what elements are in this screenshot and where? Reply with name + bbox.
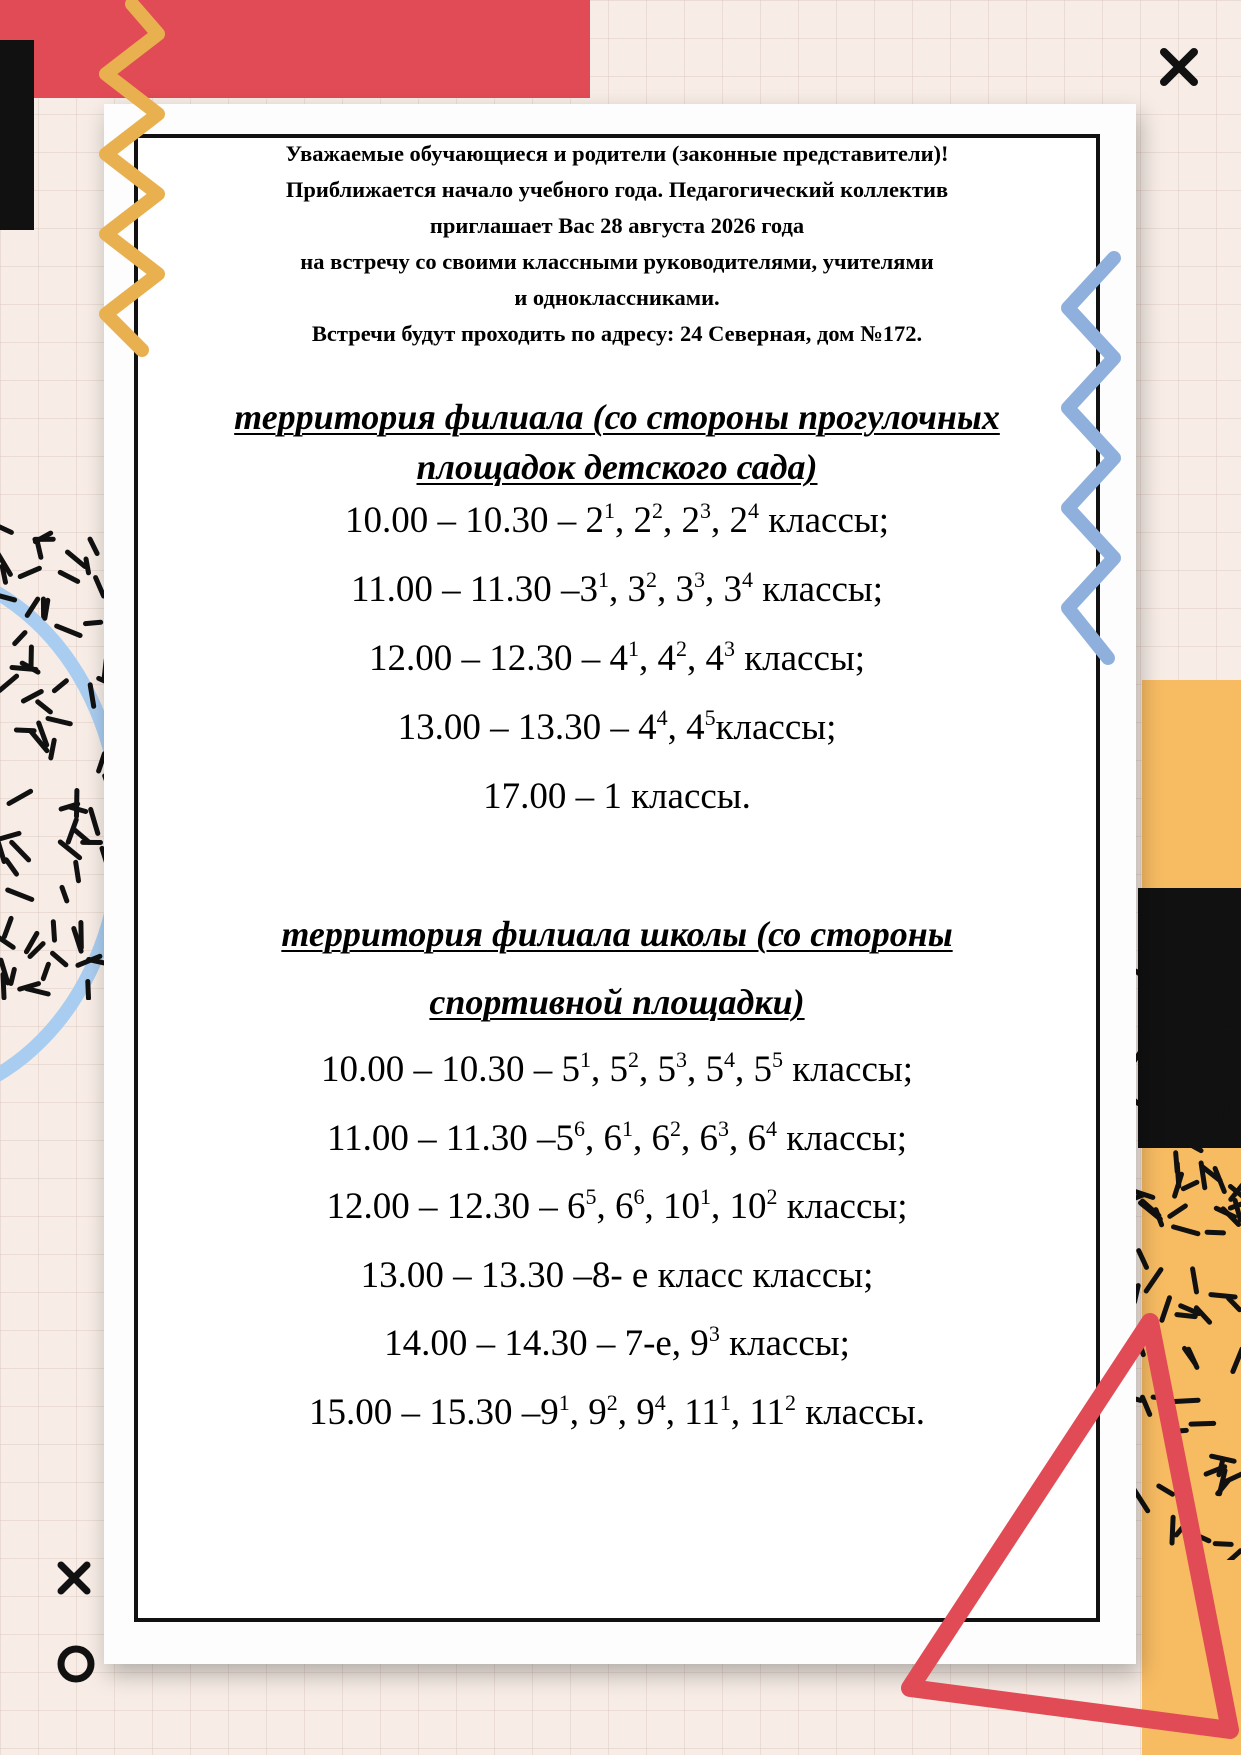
class-index: 2 — [675, 636, 687, 662]
decor-dash — [1189, 960, 1192, 976]
intro-line: и одноклассниками. — [514, 285, 720, 310]
class-index: 4 — [723, 1047, 735, 1073]
decor-dash — [88, 982, 89, 999]
schedule-text: 13.00 – 13.30 –8- е класс классы; — [360, 1254, 874, 1296]
decor-dash — [86, 559, 89, 573]
schedule-text: , 2 — [614, 500, 652, 541]
class-index: 2 — [766, 1184, 778, 1210]
schedule-text: 17.00 – 1 классы. — [483, 776, 751, 817]
schedule-row — [134, 486, 1100, 555]
decor-dash — [1207, 1232, 1223, 1233]
decor-dash — [54, 681, 66, 691]
schedule-row — [134, 693, 1100, 762]
schedule-text: 10.00 – 10.30 – 5 — [320, 1049, 580, 1090]
schedule-text: 10.00 – 10.30 – 2 — [344, 500, 604, 541]
decor-dash — [20, 568, 39, 576]
decor-dash — [1198, 1104, 1219, 1115]
schedule-text: , 3 — [656, 569, 694, 610]
class-index: 2 — [669, 1115, 681, 1141]
section2-title: территория филиала школы (со стороны — [281, 914, 953, 954]
schedule-text: , 10 — [644, 1186, 700, 1227]
section1-schedule — [134, 486, 1100, 831]
decor-dash — [0, 676, 17, 690]
schedule-text: классы; — [758, 500, 890, 541]
class-index: 5 — [585, 1184, 597, 1210]
schedule-text: , 11 — [665, 1391, 720, 1433]
decor-dash — [91, 809, 98, 833]
schedule-text: 14.00 – 14.30 – 7-е, 9 — [384, 1323, 709, 1364]
decor-dash — [1182, 979, 1200, 993]
decor-dash — [60, 842, 79, 858]
intro-line: на встречу со своими классными руководителями, учителями — [300, 249, 934, 274]
class-index: 4 — [656, 705, 668, 731]
decor-dash — [1170, 1078, 1174, 1094]
section1-title: территория филиала (со стороны прогулочных — [234, 397, 1000, 437]
decor-dash — [9, 791, 31, 803]
schedule-text: , 3 — [704, 569, 742, 610]
schedule-text: классы; — [777, 1186, 908, 1227]
decor-dash — [1174, 1227, 1198, 1234]
class-index: 4 — [747, 498, 759, 524]
decor-dash — [90, 685, 94, 707]
decor-dash — [1136, 971, 1152, 983]
schedule-row — [134, 624, 1100, 693]
decor-dash — [76, 862, 79, 881]
schedule-text: , 5 — [734, 1049, 772, 1090]
decor-dash — [3, 974, 4, 997]
class-index: 1 — [603, 498, 615, 524]
decor-dash — [1183, 1182, 1197, 1188]
intro-line: Встречи будут проходить по адресу: 24 Северная, дом №172. — [311, 321, 923, 346]
schedule-text: , 9 — [569, 1391, 607, 1433]
decor-dash — [53, 922, 54, 940]
decor-dash — [38, 702, 51, 712]
decor-dash — [1221, 1051, 1226, 1065]
intro-line: Уважаемые обучающиеся и родители (законные представители)! — [285, 141, 949, 166]
circle-o-icon — [54, 1642, 98, 1686]
decor-dash — [11, 969, 14, 983]
class-index: 1 — [597, 567, 609, 593]
schedule-text: , 4 — [638, 638, 676, 679]
decor-dash — [6, 860, 16, 874]
decor-dash — [27, 989, 49, 994]
schedule-text: , 3 — [608, 569, 646, 610]
decor-dash — [1153, 1063, 1154, 1079]
close-x-icon — [1158, 46, 1200, 88]
decor-dash — [86, 622, 101, 623]
class-index: 3 — [708, 1321, 720, 1347]
class-index: 4 — [741, 567, 753, 593]
triangle-outline-icon — [880, 1300, 1241, 1755]
decor-dash — [1185, 1142, 1201, 1151]
decor-dash — [12, 842, 29, 860]
schedule-text: 15.00 – 15.30 –9 — [308, 1391, 559, 1433]
decor-dash — [68, 552, 85, 566]
decor-dash — [51, 740, 54, 758]
decor-dots-left — [0, 520, 110, 1000]
schedule-text: , 6 — [596, 1186, 634, 1227]
class-index: 3 — [717, 1115, 729, 1141]
class-index: 1 — [621, 1115, 633, 1141]
decor-dash — [1211, 1295, 1235, 1297]
decor-dash — [1225, 987, 1230, 1003]
decor-dash — [96, 578, 104, 596]
decor-dash — [1167, 1052, 1184, 1061]
schedule-text: классы; — [715, 707, 837, 748]
class-index: 3 — [723, 636, 735, 662]
decor-dash — [1210, 997, 1222, 1012]
decor-dash — [1218, 963, 1229, 982]
class-index: 2 — [645, 567, 657, 593]
schedule-text: классы; — [734, 638, 866, 679]
intro-line: Приближается начало учебного года. Педагогический коллектив — [285, 177, 949, 202]
class-index: 3 — [699, 498, 711, 524]
schedule-text: , 2 — [662, 500, 700, 541]
decor-dash — [0, 594, 15, 600]
schedule-text: , 5 — [590, 1049, 628, 1090]
schedule-text: , 4 — [686, 638, 724, 679]
schedule-text: , 5 — [638, 1049, 676, 1090]
decor-dash — [43, 964, 48, 978]
schedule-row — [134, 1036, 1100, 1105]
decor-dash — [0, 833, 19, 839]
schedule-row — [134, 555, 1100, 624]
schedule-row — [134, 1173, 1100, 1242]
schedule-text: классы; — [782, 1049, 914, 1090]
class-index: 5 — [704, 705, 716, 731]
close-x-icon — [56, 1560, 92, 1596]
schedule-text: , 6 — [680, 1117, 718, 1159]
schedule-text: классы; — [752, 569, 884, 610]
class-index: 1 — [699, 1184, 711, 1210]
class-index: 1 — [719, 1389, 731, 1415]
announcement — [134, 134, 1100, 1447]
class-index: 2 — [651, 498, 663, 524]
schedule-row — [134, 762, 1100, 831]
decor-dash — [48, 719, 70, 724]
decor-dash — [62, 887, 67, 901]
section2-title: спортивной площадки) — [429, 982, 805, 1022]
section1-title: площадок детского сада) — [416, 447, 818, 487]
schedule-text: , 6 — [632, 1117, 670, 1159]
class-index: 1 — [558, 1389, 570, 1415]
schedule-text: , 6 — [728, 1117, 766, 1159]
class-index: 4 — [654, 1389, 666, 1415]
decor-dash — [1159, 1106, 1175, 1108]
decor-dash — [27, 599, 38, 615]
decor-dash — [90, 539, 97, 553]
decor-dash — [1225, 1106, 1227, 1123]
schedule-row — [134, 1105, 1100, 1174]
decor-dash — [1157, 986, 1169, 1003]
class-index: 3 — [675, 1047, 687, 1073]
decor-dash — [53, 953, 66, 965]
class-index: 5 — [771, 1047, 783, 1073]
decor-dash — [45, 600, 48, 618]
schedule-text: , 2 — [710, 500, 748, 541]
decor-dash — [0, 525, 11, 532]
decor-dash — [0, 842, 4, 861]
decor-dash — [57, 626, 80, 635]
decor-dash — [1170, 1206, 1186, 1216]
schedule-text: , 9 — [617, 1391, 655, 1433]
schedule-text: классы. — [795, 1391, 926, 1433]
decor-dash — [1177, 1164, 1179, 1187]
class-index: 2 — [606, 1389, 618, 1415]
decor-red-bar — [0, 0, 590, 98]
schedule-text: , 6 — [584, 1117, 622, 1159]
decor-dash — [1146, 1270, 1161, 1291]
decor-dash — [1233, 971, 1235, 986]
decor-dash — [60, 572, 77, 581]
intro-paragraph — [134, 136, 1100, 352]
schedule-text: , 10 — [710, 1186, 767, 1227]
schedule-text: 11.00 – 11.30 –5 — [326, 1117, 574, 1159]
schedule-text: 11.00 – 11.30 –3 — [350, 569, 598, 610]
class-index: 6 — [633, 1184, 645, 1210]
decor-black-bar-left — [0, 40, 34, 230]
schedule-text: классы; — [719, 1323, 850, 1364]
class-index: 2 — [784, 1389, 796, 1415]
schedule-text: 13.00 – 13.30 – 4 — [397, 707, 657, 748]
schedule-text: , 4 — [667, 707, 705, 748]
decor-dash — [1156, 1210, 1162, 1225]
decor-dash — [1139, 1251, 1147, 1268]
decor-dash — [1193, 1269, 1197, 1292]
decor-dash — [8, 890, 32, 899]
class-index: 1 — [627, 636, 639, 662]
decor-dash — [1161, 961, 1171, 973]
decor-dash — [1142, 1037, 1156, 1056]
intro-line: приглашает Вас 28 августа 2026 года — [429, 213, 805, 238]
class-index: 3 — [693, 567, 705, 593]
schedule-text: 12.00 – 12.30 – 4 — [368, 638, 628, 679]
schedule-text: , 11 — [730, 1391, 785, 1433]
schedule-text: классы; — [776, 1117, 908, 1159]
decor-dash — [4, 918, 11, 936]
decor-dash — [1213, 1028, 1234, 1030]
class-index: 6 — [573, 1115, 585, 1141]
class-index: 4 — [765, 1115, 777, 1141]
schedule-text: 12.00 – 12.30 – 6 — [326, 1186, 586, 1227]
schedule-text: , 5 — [686, 1049, 724, 1090]
class-index: 2 — [627, 1047, 639, 1073]
decor-dash — [1216, 1023, 1222, 1048]
class-index: 1 — [579, 1047, 591, 1073]
decor-dash — [15, 633, 25, 644]
